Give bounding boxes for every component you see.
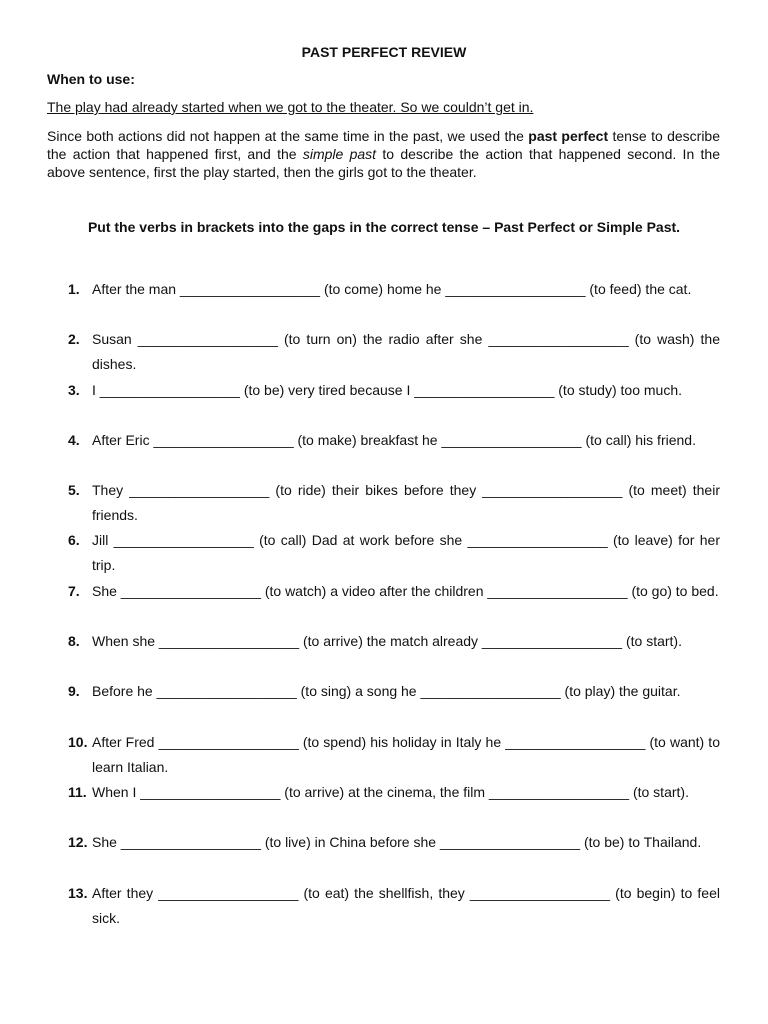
exercise-item [68, 327, 720, 377]
item-number: 3. [68, 381, 80, 398]
explanation-bold-term: past perfect [528, 128, 609, 144]
item-text: After they __________________ (to eat) the shellfish, they __________________ (to begin) to feel sick. [92, 884, 720, 926]
item-text: When she __________________ (to arrive) the match already __________________ (to start). [92, 633, 682, 650]
exercise-item [68, 378, 720, 428]
exercise-item [68, 679, 720, 729]
item-text: She __________________ (to watch) a video after the children __________________ (to go) to bed. [92, 582, 719, 599]
explanation-text: to describe the action that happened second. In the above sentence, first the play started, then the girls got to the theater. [47, 146, 721, 180]
item-number: 12. [68, 834, 88, 851]
exercise-instruction: Put the verbs in brackets into the gaps in the correct tense – Past Perfect or Simple Past. [87, 219, 681, 235]
exercise-item [68, 629, 720, 679]
item-text: I __________________ (to be) very tired because I __________________ (to study) too much. [92, 381, 682, 398]
item-number: 6. [68, 532, 80, 549]
item-text: After Fred __________________ (to spend) his holiday in Italy he __________________ (to want) to learn Italian. [92, 733, 720, 775]
explanation-text: tense to describe the action that happened first, and the [47, 128, 721, 162]
item-number: 8. [68, 633, 80, 650]
item-text: After the man __________________ (to come) home he __________________ (to feed) the cat. [92, 281, 692, 297]
exercise-item [68, 277, 720, 327]
explanation-italic-term: simple past [302, 146, 377, 162]
page-title: PAST PERFECT REVIEW [301, 44, 467, 60]
item-number: 2. [68, 331, 80, 348]
item-number: 11. [68, 783, 87, 800]
item-number: 1. [68, 281, 80, 297]
exercise-item [68, 478, 720, 528]
exercise-item [68, 830, 720, 880]
item-text: They __________________ (to ride) their bikes before they __________________ (to meet) their friends. [92, 482, 720, 524]
item-number: 7. [68, 582, 80, 599]
item-text: After Eric __________________ (to make) breakfast he __________________ (to call) his friend. [92, 431, 696, 448]
exercise-item [68, 730, 720, 780]
item-text: Before he __________________ (to sing) a song he __________________ (to play) the guitar. [92, 683, 681, 700]
item-text: She __________________ (to live) in China before she __________________ (to be) to Thailand. [92, 834, 702, 851]
exercise-item [68, 881, 720, 931]
item-number: 9. [68, 683, 80, 700]
item-text: When I __________________ (to arrive) at the cinema, the film __________________ (to start). [92, 783, 689, 800]
item-number: 5. [68, 482, 80, 499]
item-number: 4. [68, 431, 80, 448]
when-to-use-heading: When to use: [47, 71, 135, 87]
exercise-item [68, 780, 720, 830]
example-sentence: The play had already started when we got to the theater. So we couldn’t get in. [47, 99, 534, 115]
exercise-list [68, 277, 720, 931]
item-text: Jill __________________ (to call) Dad at work before she __________________ (to leave) for her trip. [92, 532, 720, 574]
item-number: 13. [68, 884, 88, 901]
exercise-item [68, 579, 720, 629]
explanation-text: Since both actions did not happen at the same time in the past, we used the [47, 128, 529, 144]
exercise-item [68, 528, 720, 578]
exercise-item [68, 428, 720, 478]
item-text: Susan __________________ (to turn on) the radio after she __________________ (to wash) the dishes. [92, 331, 720, 373]
explanation-paragraph [47, 127, 720, 181]
item-number: 10. [68, 733, 88, 750]
